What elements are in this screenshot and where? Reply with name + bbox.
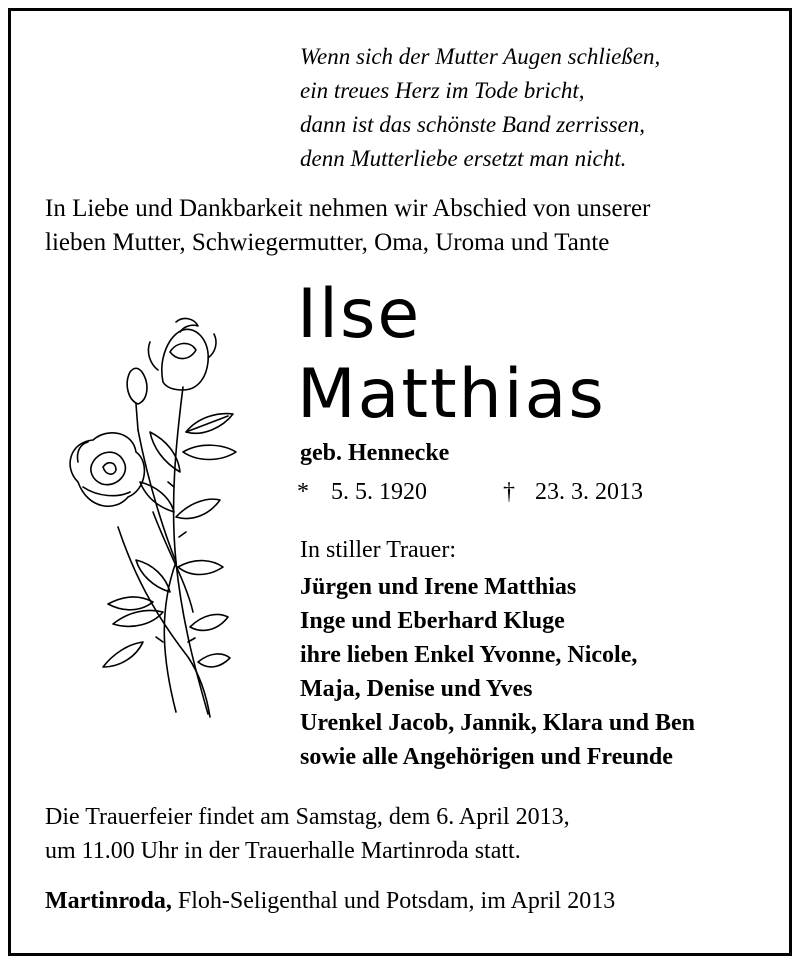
family-line: Urenkel Jacob, Jannik, Klara und Ben: [300, 710, 695, 736]
family-line: Maja, Denise und Yves: [300, 676, 533, 702]
place-date-line: [45, 888, 615, 915]
mourning-label: In stiller Trauer:: [300, 537, 456, 563]
birth-date: 5. 5. 1920: [331, 479, 427, 505]
poem-line: ein treues Herz im Tode bricht,: [300, 78, 585, 103]
family-line: Jürgen und Irene Matthias: [300, 574, 577, 600]
family-line: sowie alle Angehörigen und Freunde: [300, 744, 673, 770]
last-name: Matthias: [297, 355, 606, 434]
birth-symbol: *: [297, 479, 309, 505]
ceremony-info: [45, 800, 570, 868]
death-date: 23. 3. 2013: [535, 479, 643, 505]
place-town: Martinroda,: [45, 888, 172, 914]
poem-line: Wenn sich der Mutter Augen schließen,: [300, 44, 661, 69]
death-symbol: †: [503, 479, 515, 505]
deceased-name: [297, 275, 606, 435]
poem-line: dann ist das schönste Band zerrissen,: [300, 112, 645, 137]
intro-line: lieben Mutter, Schwiegermutter, Oma, Uroma und Tante: [45, 229, 610, 256]
place-rest: Floh-Seligenthal und Potsdam, im April 2013: [177, 888, 616, 914]
family-line: Inge und Eberhard Kluge: [300, 608, 565, 634]
birth-name: geb. Hennecke: [300, 440, 450, 466]
poem-line: denn Mutterliebe ersetzt man nicht.: [300, 146, 627, 171]
life-dates: [297, 479, 643, 506]
intro-line: In Liebe und Dankbarkeit nehmen wir Abschied von unserer: [45, 195, 651, 222]
poem: [300, 40, 660, 176]
ceremony-line: Die Trauerfeier findet am Samstag, dem 6. April 2013,: [45, 804, 570, 830]
family-list: [300, 570, 695, 774]
rose-illustration-icon: [58, 312, 243, 722]
ceremony-line: um 11.00 Uhr in der Trauerhalle Martinroda statt.: [45, 838, 521, 864]
family-line: ihre lieben Enkel Yvonne, Nicole,: [300, 642, 638, 668]
first-name: Ilse: [297, 275, 422, 354]
intro-text: [45, 192, 650, 260]
